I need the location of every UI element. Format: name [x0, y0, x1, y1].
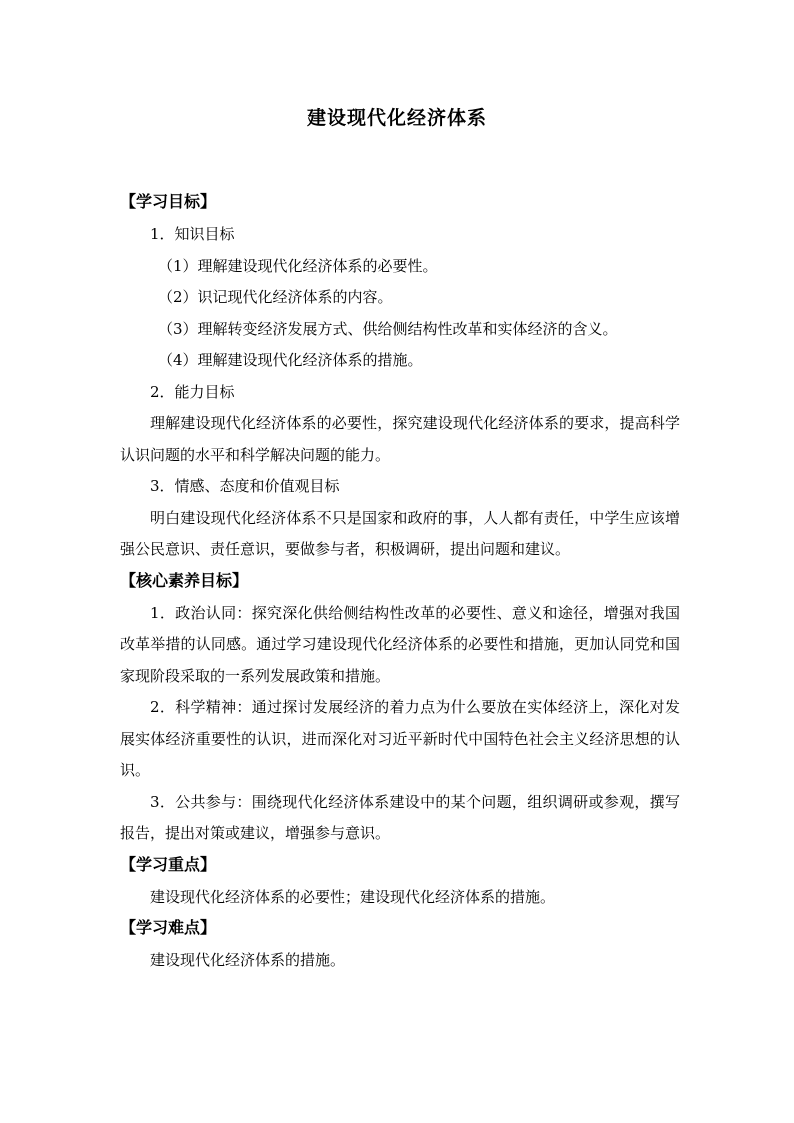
core-item: 3．公共参与：围绕现代化经济体系建设中的某个问题，组织调研或参观，撰写报告，提出对策或建议，增强参与意识。	[120, 792, 680, 842]
focus-text: 建设现代化经济体系的必要性；建设现代化经济体系的措施。	[150, 887, 556, 906]
section-heading-focus: 【学习重点】	[120, 854, 217, 874]
knowledge-item: （1）理解建设现代化经济体系的必要性。	[158, 256, 438, 275]
section-heading-difficulty: 【学习难点】	[120, 918, 217, 937]
emotion-goal-title: 3．情感、态度和价值观目标	[150, 477, 340, 495]
knowledge-item: （2）识记现代化经济体系的内容。	[158, 288, 393, 306]
knowledge-item: （3）理解转变经济发展方式、供给侧结构性改革和实体经济的含义。	[158, 319, 618, 338]
core-item: 1．政治认同：探究深化供给侧结构性改革的必要性、意义和途径，增强对我国改革举措的认同感。通过学习建设现代化经济体系的必要性和措施，更加认同党和国家现阶段采取的一系列发展政策和措施。	[120, 603, 680, 685]
page-title: 建设现代化经济体系	[306, 107, 487, 129]
section-heading-core: 【核心素养目标】	[120, 570, 249, 590]
emotion-goal-text: 明白建设现代化经济体系不只是国家和政府的事，人人都有责任，中学生应该增强公民意识、责任意识，要做参与者，积极调研，提出问题和建议。	[120, 508, 680, 558]
ability-goal-title: 2．能力目标	[150, 382, 235, 401]
knowledge-goal-title: 1．知识目标	[150, 225, 235, 243]
document-body	[120, 187, 680, 977]
core-item: 2．科学精神：通过探讨发展经济的着力点为什么要放在实体经济上，深化对发展实体经济重要性的认识，进而深化对习近平新时代中国特色社会主义经济思想的认识。	[120, 698, 680, 779]
ability-goal-text: 理解建设现代化经济体系的必要性，探究建设现代化经济体系的要求，提高科学认识问题的水平和科学解决问题的能力。	[120, 414, 680, 464]
difficulty-text: 建设现代化经济体系的措施。	[150, 951, 346, 969]
knowledge-item: （4）理解建设现代化经济体系的措施。	[158, 351, 423, 369]
section-heading-objectives: 【学习目标】	[120, 192, 217, 211]
